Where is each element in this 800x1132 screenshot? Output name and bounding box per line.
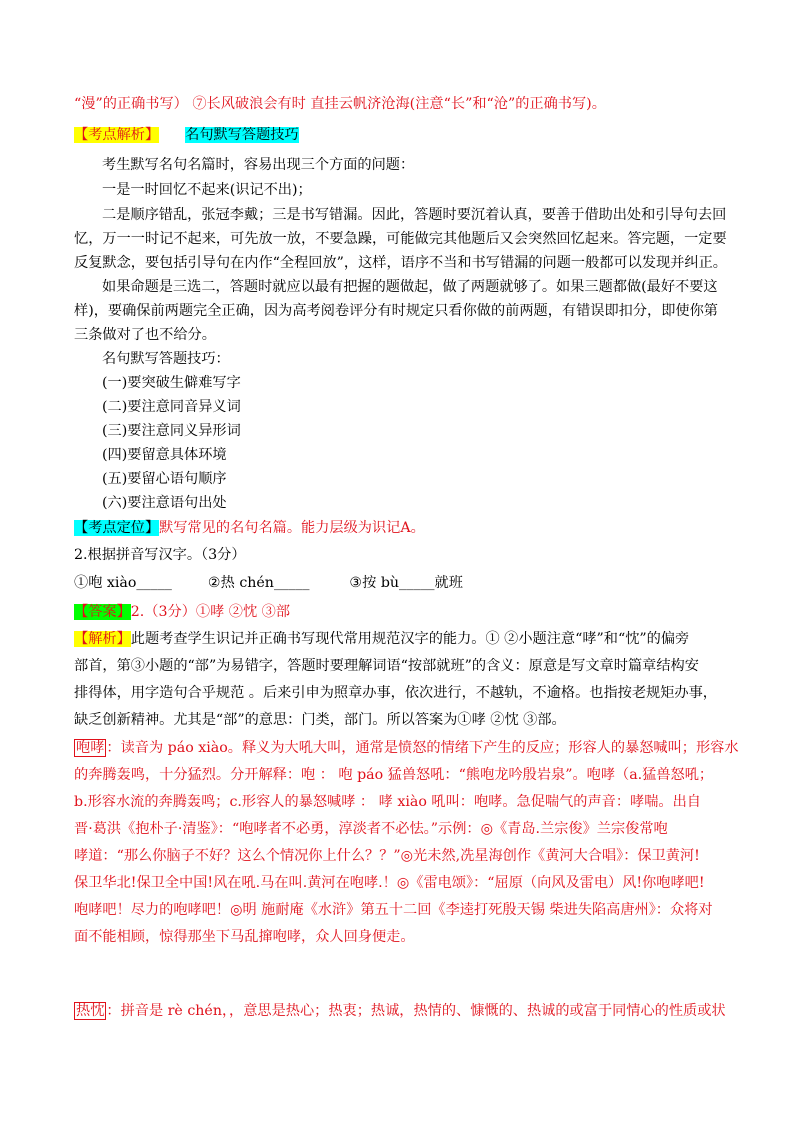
kaodian-dingwei-tag: 【考点定位】 <box>74 520 160 536</box>
text-line: 名句默写答题技巧： <box>102 351 230 367</box>
text-line: 哮道：“那么你脑子不好？这么个情况你上什么？？”◎光未然,冼星海创作《黄河大合唱》：保卫黄河! <box>74 848 700 864</box>
question-items: ①咆 xiào_____ ②热 chén_____ ③按 bù_____就班 <box>74 575 463 591</box>
text-line: 忆，万一一时记不起来，可先放一放，不要急躁，可能做完其他题后又会突然回忆起来。答完题，一定要 <box>74 231 727 247</box>
text-line: 的奔腾轰鸣，十分猛烈。分开解释：咆 ： 咆 páo 猛兽怒吼：“熊咆龙吟殷岩泉”。咆哮（a.猛兽怒吼； <box>74 767 714 783</box>
boxed-word: 热忱 <box>76 1003 105 1019</box>
text-line: 咆哮吧！尽力的咆哮吧！◎明 施耐庵《水浒》第五十二回《李逵打死殷天锡 柴进失陷高唐州》：众将对 <box>74 902 713 918</box>
section-title: 名句默写答题技巧 <box>185 127 299 143</box>
text-line: b.形容水流的奔腾轰鸣；c.形容人的暴怒喊哮 ： 哮 xiào 吼叫：咆哮。急促喘气的声音：哮喘。出自 <box>74 794 701 810</box>
answer-tag: 【答案】 <box>74 604 131 620</box>
text-line: 如果命题是三选二，答题时就应以最有把握的题做起，做了两题就够了。如果三题都做(最好不要这 <box>102 279 718 295</box>
tip-item: (一)要突破生僻难写字 <box>102 375 241 391</box>
tip-item: (五)要留心语句顺序 <box>102 471 227 487</box>
explanation-line: 【解析】此题考查学生识记并正确书写现代常用规范汉字的能力。① ②小题注意“哮”和“忱”的偏旁 <box>74 631 690 647</box>
word-entry: 咆哮 ：读音为 páo xiào。释义为大吼大叫，通常是愤怒的情绪下产生的反应；形容人的暴怒喊叫；形容水 <box>76 740 739 756</box>
tip-item: (三)要注意同义异形词 <box>102 423 241 439</box>
boxed-word: 咆哮 <box>76 740 105 756</box>
section-heading <box>74 125 299 145</box>
text-line: 面不能相顾，惊得那坐下马乱撺咆哮，众人回身便走。 <box>74 929 415 945</box>
text-line: 二是顺序错乱，张冠李戴；三是书写错漏。因此，答题时要沉着认真，要善于借助出处和引导句去回 <box>102 207 727 223</box>
text-line: 部首，第③小题的“部”为易错字，答题时要理解词语“按部就班”的含义：原意是写文章时篇章结构安 <box>74 658 699 674</box>
kaodian-jiexi-tag: 【考点解析】 <box>74 127 160 143</box>
answer-line: 【答案】2.（3分）①哮 ②忱 ③部 <box>74 604 291 620</box>
explanation-tag: 【解析】 <box>74 631 131 647</box>
text-line: 三条做对了也不给分。 <box>74 327 216 343</box>
tip-item: (二)要注意同音异义词 <box>102 399 241 415</box>
text-line: 晋·葛洪《抱朴子·清鉴》：“咆哮者不必勇，淳淡者不必怯。”示例：◎《青岛.兰宗俊》兰宗俊常咆 <box>74 821 668 837</box>
text-line: 保卫华北!保卫全中国!风在吼.马在叫.黄河在咆哮.！◎《雷电颂》：“屈原（向风及雷电）风!你咆哮吧! <box>74 875 705 891</box>
text-line: 反复默念，要包括引导句在内作“全程回放”，这样，语序不当和书写错漏的问题一般都可以发现并纠正。 <box>74 255 727 271</box>
word-entry: 热忱 ：拼音是 rè chén，，意思是热心；热衷；热诚，热情的、慷慨的、热诚的或富于同情心的性质或状 <box>76 1003 726 1019</box>
question-title: 2.根据拼音写汉字。（3分） <box>74 547 246 563</box>
text-line: 缺乏创新精神。尤其是“部”的意思：门类，部门。所以答案为①哮 ②忱 ③部。 <box>74 712 566 728</box>
text-line: 样)，要确保前两题完全正确，因为高考阅卷评分有时规定只看你做的前两题，有错误即扣分，即使你第 <box>74 303 718 319</box>
tip-item: (六)要注意语句出处 <box>102 495 227 511</box>
tip-item: (四)要留意具体环境 <box>102 447 227 463</box>
text-line: 排得体，用字造句合乎规范 。后来引申为照章办事，依次进行，不越轨，不逾格。也指按老规矩办事， <box>74 685 717 701</box>
text-line: 考生默写名句名篇时，容易出现三个方面的问题： <box>102 157 415 173</box>
kaodian-dingwei: 【考点定位】默写常见的名句名篇。能力层级为识记A。 <box>74 520 425 536</box>
text-line: “漫”的正确书写） ⑦长风破浪会有时 直挂云帆济沧海(注意“长”和“沧”的正确书写)。 <box>74 96 606 112</box>
text-line: 一是一时回忆不起来(识记不出)； <box>102 182 312 198</box>
